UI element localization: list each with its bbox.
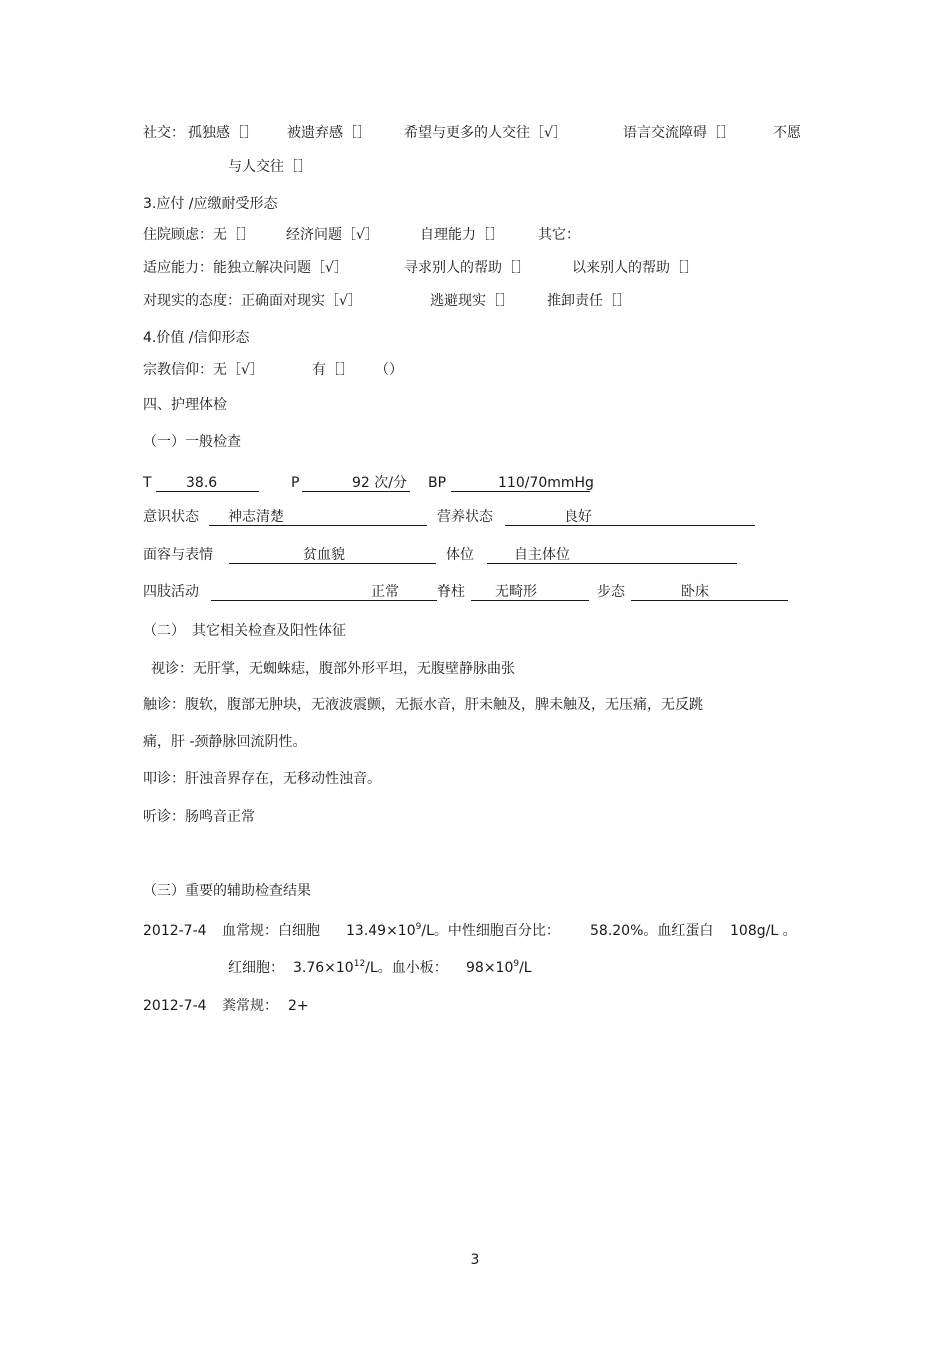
coping-heading: 3.应付 /应缴耐受形态 xyxy=(143,196,278,212)
p-value: 92 次/分 xyxy=(352,475,407,491)
blood-label: 血常规：白细胞 xyxy=(222,923,320,939)
rbc-label: 红细胞： xyxy=(228,960,284,976)
aux-heading: （三）重要的辅助检查结果 xyxy=(143,883,311,899)
palpation-text-2: 痛，肝 -颈静脉回流阴性。 xyxy=(143,734,307,750)
aux-date-1: 2012-7-4 xyxy=(143,923,207,939)
social-opt-unwilling-b: 与人交往［］ xyxy=(228,159,312,175)
social-opt-language: 语言交流障碍［］ xyxy=(623,125,735,141)
face-value: 贫血貌 xyxy=(303,547,345,563)
spine-label: 脊柱 xyxy=(437,584,465,600)
stool-label: 粪常规： xyxy=(222,998,278,1014)
values-r1-yes: 有［］ xyxy=(312,362,354,378)
social-opt-abandoned: 被遗弃感［］ xyxy=(287,125,371,141)
hb-value: 108g/L 。 xyxy=(730,923,797,939)
t-value: 38.6 xyxy=(186,475,218,491)
t-label: T xyxy=(143,475,152,491)
coping-r3-escape: 逃避现实［］ xyxy=(430,293,514,309)
bp-value: 110/70mmHg xyxy=(498,475,594,491)
values-heading: 4.价值 /信仰形态 xyxy=(143,330,250,346)
page-number: 3 xyxy=(470,1252,480,1268)
p-label: P xyxy=(291,475,300,491)
palpation-text-1: 触诊：腹软，腹部无肿块，无液波震颤，无振水音，肝未触及，脾未触及，无压痛，无反跳 xyxy=(143,697,703,713)
coping-r1-econ: 经济问题［√］ xyxy=(286,227,379,243)
coping-r1-self: 自理能力［］ xyxy=(420,227,504,243)
pos-label: 体位 xyxy=(446,547,474,563)
aux-date-2: 2012-7-4 xyxy=(143,998,207,1014)
social-label: 社交： xyxy=(143,125,185,141)
limb-underline xyxy=(211,582,437,601)
social-opt-lonely: 孤独感［］ xyxy=(188,125,258,141)
spine-value: 无畸形 xyxy=(495,584,537,600)
other-heading: （二） 其它相关检查及阳性体征 xyxy=(143,623,346,639)
auscultation-text: 听诊：肠鸣音正常 xyxy=(143,809,255,825)
inspection-text: 视诊：无肝掌，无蜘蛛痣，腹部外形平坦，无腹壁静脉曲张 xyxy=(151,661,515,677)
neut-value: 58.20%。血红蛋白 xyxy=(590,923,714,939)
gait-label: 步态 xyxy=(597,584,625,600)
values-r1-label: 宗教信仰：无［√］ xyxy=(143,362,264,378)
consc-label: 意识状态 xyxy=(143,509,199,525)
coping-r2-rely: 以来别人的帮助［］ xyxy=(572,260,698,276)
nutr-value: 良好 xyxy=(564,509,592,525)
exam-general-heading: （一）一般检查 xyxy=(143,434,241,450)
social-opt-unwilling-a: 不愿 xyxy=(773,125,801,141)
percussion-text: 叩诊：肝浊音界存在，无移动性浊音。 xyxy=(143,771,381,787)
coping-r1-other: 其它： xyxy=(538,227,580,243)
values-r1-paren: （） xyxy=(375,362,403,378)
coping-r3-shirk: 推卸责任［］ xyxy=(547,293,631,309)
coping-r1-label: 住院顾虑：无［］ xyxy=(143,227,255,243)
nutr-label: 营养状态 xyxy=(437,509,493,525)
rbc-value: $3.76\times 10^{12}/L$。血小板： xyxy=(293,959,448,976)
wbc-value: $13.49\times 10^9/L$。中性细胞百分比： xyxy=(346,922,560,939)
plt-value: $98\times 10^9/L$ xyxy=(466,959,532,976)
social-opt-more-contact: 希望与更多的人交往［√］ xyxy=(404,125,567,141)
consc-value: 神志清楚 xyxy=(228,509,284,525)
limb-label: 四肢活动 xyxy=(143,584,199,600)
gait-value: 卧床 xyxy=(681,584,709,600)
face-label: 面容与表情 xyxy=(143,547,213,563)
stool-value: 2+ xyxy=(288,998,309,1014)
exam-heading: 四、护理体检 xyxy=(143,397,227,413)
bp-label: BP xyxy=(428,475,447,491)
pos-value: 自主体位 xyxy=(514,547,570,563)
coping-r2-label: 适应能力：能独立解决问题［√］ xyxy=(143,260,348,276)
nutr-underline xyxy=(505,507,755,526)
limb-value: 正常 xyxy=(371,584,399,600)
gait-underline xyxy=(631,582,788,601)
coping-r3-label: 对现实的态度：正确面对现实［√］ xyxy=(143,293,362,309)
coping-r2-seek: 寻求别人的帮助［］ xyxy=(404,260,530,276)
